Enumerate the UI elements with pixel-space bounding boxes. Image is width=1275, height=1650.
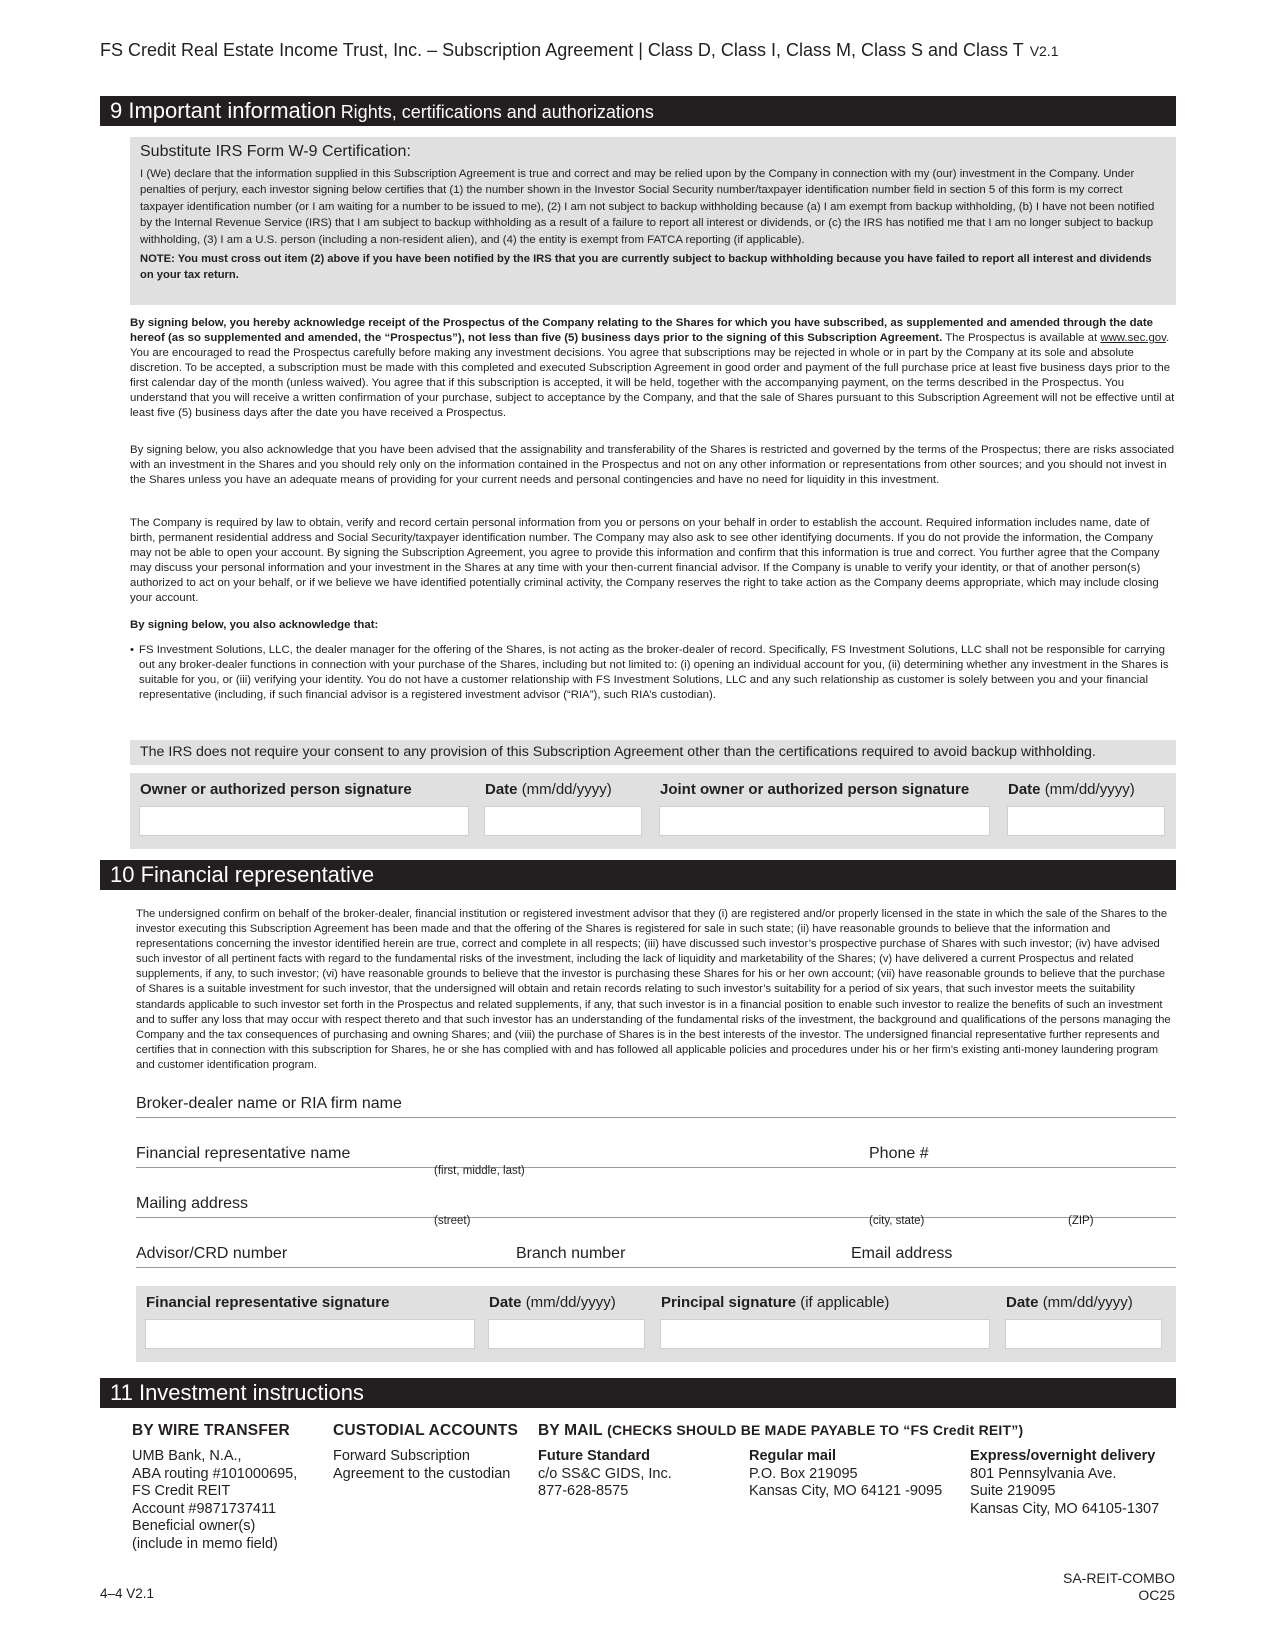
branch-number-label: Branch number (516, 1245, 626, 1262)
regular-mail-line: Kansas City, MO 64121 -9095 (749, 1483, 943, 1499)
owner-date-field[interactable] (484, 806, 642, 836)
wire-line: Beneficial owner(s) (132, 1518, 256, 1534)
rep-signature-label: Financial representative signature (146, 1294, 390, 1311)
prospectus-ack-rest: . You are encouraged to read the Prospectus carefully before making any investment decisions. You agree that subscriptions may be rejected in whole or in part by the Company at its sole and absolute discretion. To be accepted, a subscription must be made with this completed and executed Subscription Agreement in good order and payment of the full purchase price at least five business days prior to the first calendar day of the month (unless waived). You agree that if this subscription is accepted, it will be held, together with the accompanying payment, on the terms described in the Prospectus. You understand that you will receive a written confirmation of your purchase, subject to acceptance by the Company, and that the sale of Shares pursuant to this Subscription Agreement will not be effective until at least five (5) business days after the date you have received a Prospectus. (130, 332, 1175, 419)
mailing-address-field[interactable] (136, 1194, 1176, 1218)
by-mail-heading: BY MAIL (CHECKS SHOULD BE MADE PAYABLE TO “FS Credit REIT”) (538, 1422, 1024, 1439)
dealer-manager-bullet (130, 643, 1176, 703)
principal-signature-label: Principal signature (if applicable) (661, 1294, 890, 1311)
advisor-crd-label: Advisor/CRD number (136, 1245, 288, 1262)
wire-transfer-heading: BY WIRE TRANSFER (132, 1422, 290, 1439)
document-version: V2.1 (1029, 43, 1059, 59)
principal-signature-field[interactable] (660, 1319, 990, 1349)
custodial-heading: CUSTODIAL ACCOUNTS (333, 1422, 519, 1439)
joint-owner-signature-field[interactable] (659, 806, 990, 836)
principal-date-field[interactable] (1005, 1319, 1162, 1349)
custodial-line: Agreement to the custodian (333, 1465, 511, 1482)
wire-transfer-details (132, 1448, 297, 1553)
bullet-dot: • (130, 644, 134, 656)
dealer-manager-text: FS Investment Solutions, LLC, the dealer manager for the offering of the Shares, is not acting as the broker-dealer of record. Specifically, FS Investment Solutions, LLC shall not be responsible for carrying out any broker-dealer functions in connection with your purchase of the Shares, including but not limited to: (i) opening an individual account for you, (ii) determining whether any investment in the Shares is suitable for you, or (iii) verifying your identity. You do not have a customer relationship with FS Investment Solutions, LLC and any such relationship as customer is solely between you and your financial representative (including, if such financial advisor is a registered investment advisor (“RIA”), such RIA’s custodian). (139, 644, 1169, 701)
regular-mail-title: Regular mail (749, 1448, 837, 1464)
wire-line: FS Credit REIT (132, 1483, 231, 1499)
future-standard-line: 877-628-8575 (538, 1483, 629, 1499)
section-10-title: 10 Financial representative (110, 862, 375, 887)
express-delivery-line: Suite 219095 (970, 1483, 1056, 1499)
w9-body: I (We) declare that the information supplied in this Subscription Agreement is true and correct and may be relied upon by the Company in connection with my (our) investment in the Company. Under penalties of perjury, each investor signing below certifies that (1) the number shown in the Investor Social Security number/taxpayer identification number field in section 5 of this form is my correct taxpayer identification number (or I am waiting for a number to be issued to me), (2) I am not subject to backup withholding because (a) I am exempt from backup withholding, (b) I have not been notified by the Internal Revenue Service (IRS) that I am subject to backup withholding as a result of a failure to report all interest or dividends, or (c) the IRS has notified me that I am no longer subject to backup withholding, (3) I am a U.S. person (including a non-resident alien), and (4) the entity is exempt from FATCA reporting (if applicable). (140, 168, 1155, 246)
wire-line: UMB Bank, N.A., (132, 1448, 242, 1464)
w9-note: NOTE: You must cross out item (2) above if you have been notified by the IRS that you are currently subject to backup withholding because you have failed to report all interest and dividends on your tax return. (140, 253, 1152, 281)
investor-signature-panel (130, 773, 1176, 849)
section-9-subtitle: Rights, certifications and authorizations (340, 102, 654, 122)
financial-rep-certification: The undersigned confirm on behalf of the broker-dealer, financial institution or registered investment advisor that they (i) are registered and/or properly licensed in the state in which the sale of the Shares to the investor executing this Subscription Agreement has been made and that the offering of the Shares is registered for sale in such state; (ii) have reasonable grounds to believe that the information and representations concerning the investor identified herein are true, correct and complete in all respects; (iii) have discussed such investor’s prospective purchase of Shares with such investor; (iv) have advised such investor of all pertinent facts with regard to the fundamental risks of the investment, including the lack of liquidity and marketability of the Shares; (v) have delivered a current Prospectus and related supplements, if any, to such investor; (vi) have reasonable grounds to believe that the investor is purchasing these Shares for his or her own account; (vii) have reasonable grounds to believe that the purchase of Shares is a suitable investment for such investor, that the undersigned will obtain and retain records relating to such investor’s suitability for a period of six years, that such investor meets the suitability standards applicable to such investor set forth in the Prospectus and related supplements, if any, that such investor is in a financial position to enable such investor to realize the benefits of such an investment and to suffer any loss that may occur with respect thereto and that such investor has an understanding of the fundamental risks of the investment, the background and qualifications of the persons managing the Company and the tax consequences of purchasing and owning Shares; and (viii) the purchase of Shares is in the best interests of the investor. The undersigned financial representative further represents and certifies that in connection with this subscription for Shares, he or she has complied with and has followed all applicable policies and procedures under his or her firm’s existing anti-money laundering program and customer identification program. (136, 908, 1171, 1071)
section-9-title: 9 Important information (110, 98, 337, 123)
owner-date-label: Date (mm/dd/yyyy) (485, 781, 612, 798)
future-standard-details (538, 1448, 672, 1501)
sec-gov-link[interactable]: www.sec.gov (1100, 332, 1166, 344)
regular-mail-details (749, 1448, 942, 1501)
owner-signature-label: Owner or authorized person signature (140, 781, 412, 798)
owner-signature-field[interactable] (139, 806, 469, 836)
form-code (1063, 1570, 1175, 1604)
advisor-branch-email-field[interactable] (136, 1244, 1176, 1268)
regular-mail-line: P.O. Box 219095 (749, 1465, 858, 1482)
section-10-header (100, 860, 1176, 890)
prospectus-acknowledgment (130, 316, 1176, 421)
personal-info-paragraph: The Company is required by law to obtain, verify and record certain personal information from you or persons on your behalf in order to establish the account. Required information includes name, date of birth, permanent residential address and Social Security/taxpayer identification number. The Company may also ask to see other identifying documents. If you do not provide the information, the Company may not be able to open your account. By signing the Subscription Agreement, you agree to provide this information and confirm that this information is true and correct. You further agree that the Company may discuss your personal information and your investment in the Shares at any time with your then-current financial advisor. If the Company is unable to verify your identity, or that of another person(s) authorized to act on your behalf, or if we believe we have identified potentially criminal activity, the Company reserves the right to take action as the Company deems appropriate, which may include closing your account. (130, 517, 1160, 604)
section-11-header (100, 1378, 1176, 1408)
joint-owner-date-label: Date (mm/dd/yyyy) (1008, 781, 1135, 798)
transferability-acknowledgment: By signing below, you also acknowledge that you have been advised that the assignability and transferability of the Shares is restricted and governed by the terms of the Prospectus; there are risks associated with an investment in the Shares and you should rely only on the information contained in the Prospectus and not on any other information or representations from other sources; and you should not invest in the Shares unless you have an adequate means of providing for your current needs and personal contingencies and have no need for liquidity in this investment. (130, 444, 1175, 486)
section-9-header (100, 96, 1176, 126)
w9-title: Substitute IRS Form W-9 Certification: (140, 143, 411, 160)
document-title (100, 40, 1059, 61)
express-delivery-line: 801 Pennsylvania Ave. (970, 1465, 1117, 1482)
custodial-line: Forward Subscription (333, 1448, 470, 1464)
wire-line: Account #9871737411 (132, 1500, 277, 1517)
custodial-details (333, 1448, 510, 1483)
document-title-text: FS Credit Real Estate Income Trust, Inc. – Subscription Agreement | Class D, Class I, Class M, Class S and Class T (100, 40, 1024, 60)
city-state-hint: (city, state) (869, 1215, 925, 1227)
future-standard-line: c/o SS&C GIDS, Inc. (538, 1465, 672, 1482)
zip-hint: (ZIP) (1068, 1215, 1094, 1227)
mailing-address-label: Mailing address (136, 1195, 249, 1212)
wire-line: ABA routing #101000695, (132, 1465, 298, 1482)
rep-signature-field[interactable] (145, 1319, 475, 1349)
future-standard-title: Future Standard (538, 1448, 650, 1464)
also-acknowledge-text: By signing below, you also acknowledge that: (130, 619, 379, 631)
express-delivery-title: Express/overnight delivery (970, 1448, 1156, 1464)
form-code-line2: OC25 (1138, 1587, 1175, 1603)
rep-name-label: Financial representative name (136, 1145, 351, 1162)
street-hint: (street) (434, 1215, 471, 1227)
page-number: 4–4 V2.1 (100, 1586, 155, 1601)
rep-date-field[interactable] (488, 1319, 645, 1349)
w9-certification-box (130, 137, 1176, 305)
form-code-line1: SA-REIT-COMBO (1062, 1570, 1175, 1586)
section-11-title: 11 Investment instructions (110, 1380, 364, 1405)
express-delivery-details (970, 1448, 1159, 1518)
irs-consent-banner: The IRS does not require your consent to any provision of this Subscription Agreement other than the certifications required to avoid backup withholding. (130, 740, 1176, 765)
prospectus-pre-link: The Prospectus is available at (945, 332, 1098, 344)
rep-name-hint: (first, middle, last) (434, 1165, 525, 1177)
email-label: Email address (851, 1245, 953, 1262)
rep-signature-panel (136, 1286, 1176, 1362)
phone-label: Phone # (869, 1145, 929, 1162)
wire-line: (include in memo field) (132, 1535, 278, 1552)
joint-owner-signature-label: Joint owner or authorized person signature (660, 781, 970, 798)
rep-date-label: Date (mm/dd/yyyy) (489, 1294, 616, 1311)
broker-dealer-label: Broker-dealer name or RIA firm name (136, 1095, 402, 1112)
also-acknowledge-heading (130, 618, 1176, 633)
prospectus-ack-bold: By signing below, you hereby acknowledge receipt of the Prospectus of the Company relating to the Shares for which you have subscribed, as supplemented and amended through the date hereof (as so supplemented and amended, the “Prospectus”), not less than five (5) business days prior to the signing of this Subscription Agreement. (130, 317, 1154, 344)
express-delivery-line: Kansas City, MO 64105-1307 (970, 1500, 1160, 1517)
principal-date-label: Date (mm/dd/yyyy) (1006, 1294, 1133, 1311)
joint-owner-date-field[interactable] (1007, 806, 1165, 836)
